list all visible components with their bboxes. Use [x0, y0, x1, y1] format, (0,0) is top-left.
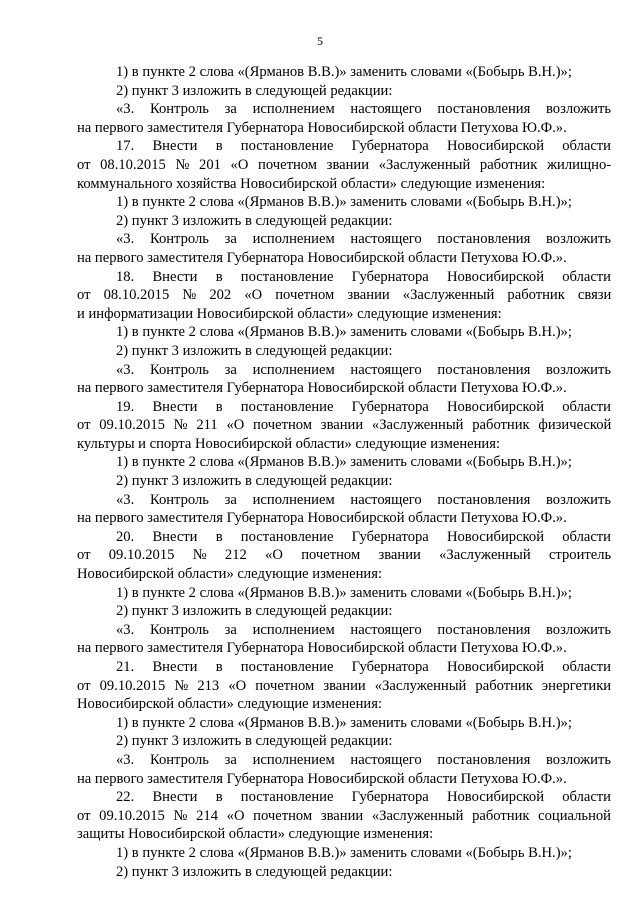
text-line: на первого заместителя Губернатора Новосибирской области Петухова Ю.Ф.».: [77, 380, 567, 397]
text-line: от 08.10.2015 № 201 «О почетном звании «Заслуженный работник жилищно-: [77, 156, 612, 173]
text-line: 1) в пункте 2 слова «(Ярманов В.В.)» заменить словами «(Бобырь В.Н.)»;: [116, 194, 572, 211]
text-line: на первого заместителя Губернатора Новосибирской области Петухова Ю.Ф.».: [77, 249, 567, 266]
text-line: защиты Новосибирской области» следующие изменения:: [77, 826, 434, 843]
text-line: Новосибирской области» следующие изменения:: [77, 696, 383, 713]
text-line: «3. Контроль за исполнением настоящего постановления возложить: [116, 621, 611, 638]
text-line: 1) в пункте 2 слова «(Ярманов В.В.)» заменить словами «(Бобырь В.Н.)»;: [116, 454, 572, 471]
text-line: от 09.10.2015 № 214 «О почетном звании «Заслуженный работник социальной: [77, 807, 611, 824]
text-line: 1) в пункте 2 слова «(Ярманов В.В.)» заменить словами «(Бобырь В.Н.)»;: [116, 584, 572, 601]
document-body: [77, 63, 611, 881]
text-line: 17. Внести в постановление Губернатора Новосибирской области: [116, 138, 611, 155]
text-line: 1) в пункте 2 слова «(Ярманов В.В.)» заменить словами «(Бобырь В.Н.)»;: [116, 844, 572, 861]
text-line: от 09.10.2015 № 213 «О почетном звании «Заслуженный работник энергетики: [77, 677, 612, 694]
text-line: 19. Внести в постановление Губернатора Новосибирской области: [116, 398, 611, 415]
text-line: «3. Контроль за исполнением настоящего постановления возложить: [116, 101, 611, 118]
text-line: 2) пункт 3 изложить в следующей редакции:: [116, 212, 393, 229]
text-line: культуры и спорта Новосибирской области» следующие изменения:: [77, 435, 500, 452]
text-line: 18. Внести в постановление Губернатора Новосибирской области: [116, 268, 611, 285]
text-line: «3. Контроль за исполнением настоящего постановления возложить: [116, 751, 611, 768]
text-line: 2) пункт 3 изложить в следующей редакции:: [116, 863, 393, 880]
page-number: 5: [317, 34, 323, 48]
text-line: 2) пункт 3 изложить в следующей редакции:: [116, 82, 393, 99]
text-line: на первого заместителя Губернатора Новосибирской области Петухова Ю.Ф.».: [77, 640, 567, 657]
text-line: от 08.10.2015 № 202 «О почетном звании «Заслуженный работник связи: [77, 287, 612, 304]
text-line: 1) в пункте 2 слова «(Ярманов В.В.)» заменить словами «(Бобырь В.Н.)»;: [116, 64, 572, 80]
text-line: на первого заместителя Губернатора Новосибирской области Петухова Ю.Ф.».: [77, 119, 567, 136]
text-line: коммунального хозяйства Новосибирской области» следующие изменения:: [77, 175, 546, 192]
text-line: 2) пункт 3 изложить в следующей редакции:: [116, 342, 393, 359]
text-line: 2) пункт 3 изложить в следующей редакции:: [116, 603, 393, 620]
text-line: и информатизации Новосибирской области» следующие изменения:: [77, 305, 502, 322]
text-line: 2) пункт 3 изложить в следующей редакции:: [116, 473, 393, 490]
text-line: от 09.10.2015 № 211 «О почетном звании «Заслуженный работник физической: [77, 417, 612, 434]
text-line: 1) в пункте 2 слова «(Ярманов В.В.)» заменить словами «(Бобырь В.Н.)»;: [116, 714, 572, 731]
text-line: «3. Контроль за исполнением настоящего постановления возложить: [116, 361, 611, 378]
text-line: на первого заместителя Губернатора Новосибирской области Петухова Ю.Ф.».: [77, 770, 567, 787]
text-line: 20. Внести в постановление Губернатора Новосибирской области: [116, 528, 611, 545]
text-line: 21. Внести в постановление Губернатора Новосибирской области: [116, 659, 611, 675]
text-line: «3. Контроль за исполнением настоящего постановления возложить: [116, 491, 611, 508]
text-line: «3. Контроль за исполнением настоящего постановления возложить: [116, 231, 611, 248]
text-line: 22. Внести в постановление Губернатора Новосибирской области: [116, 789, 611, 806]
text-line: от 09.10.2015 № 212 «О почетном звании «Заслуженный строитель: [77, 547, 612, 564]
text-line: 1) в пункте 2 слова «(Ярманов В.В.)» заменить словами «(Бобырь В.Н.)»;: [116, 324, 572, 341]
text-line: на первого заместителя Губернатора Новосибирской области Петухова Ю.Ф.».: [77, 510, 567, 527]
text-line: 2) пункт 3 изложить в следующей редакции:: [116, 733, 393, 750]
text-line: Новосибирской области» следующие изменения:: [77, 566, 383, 583]
